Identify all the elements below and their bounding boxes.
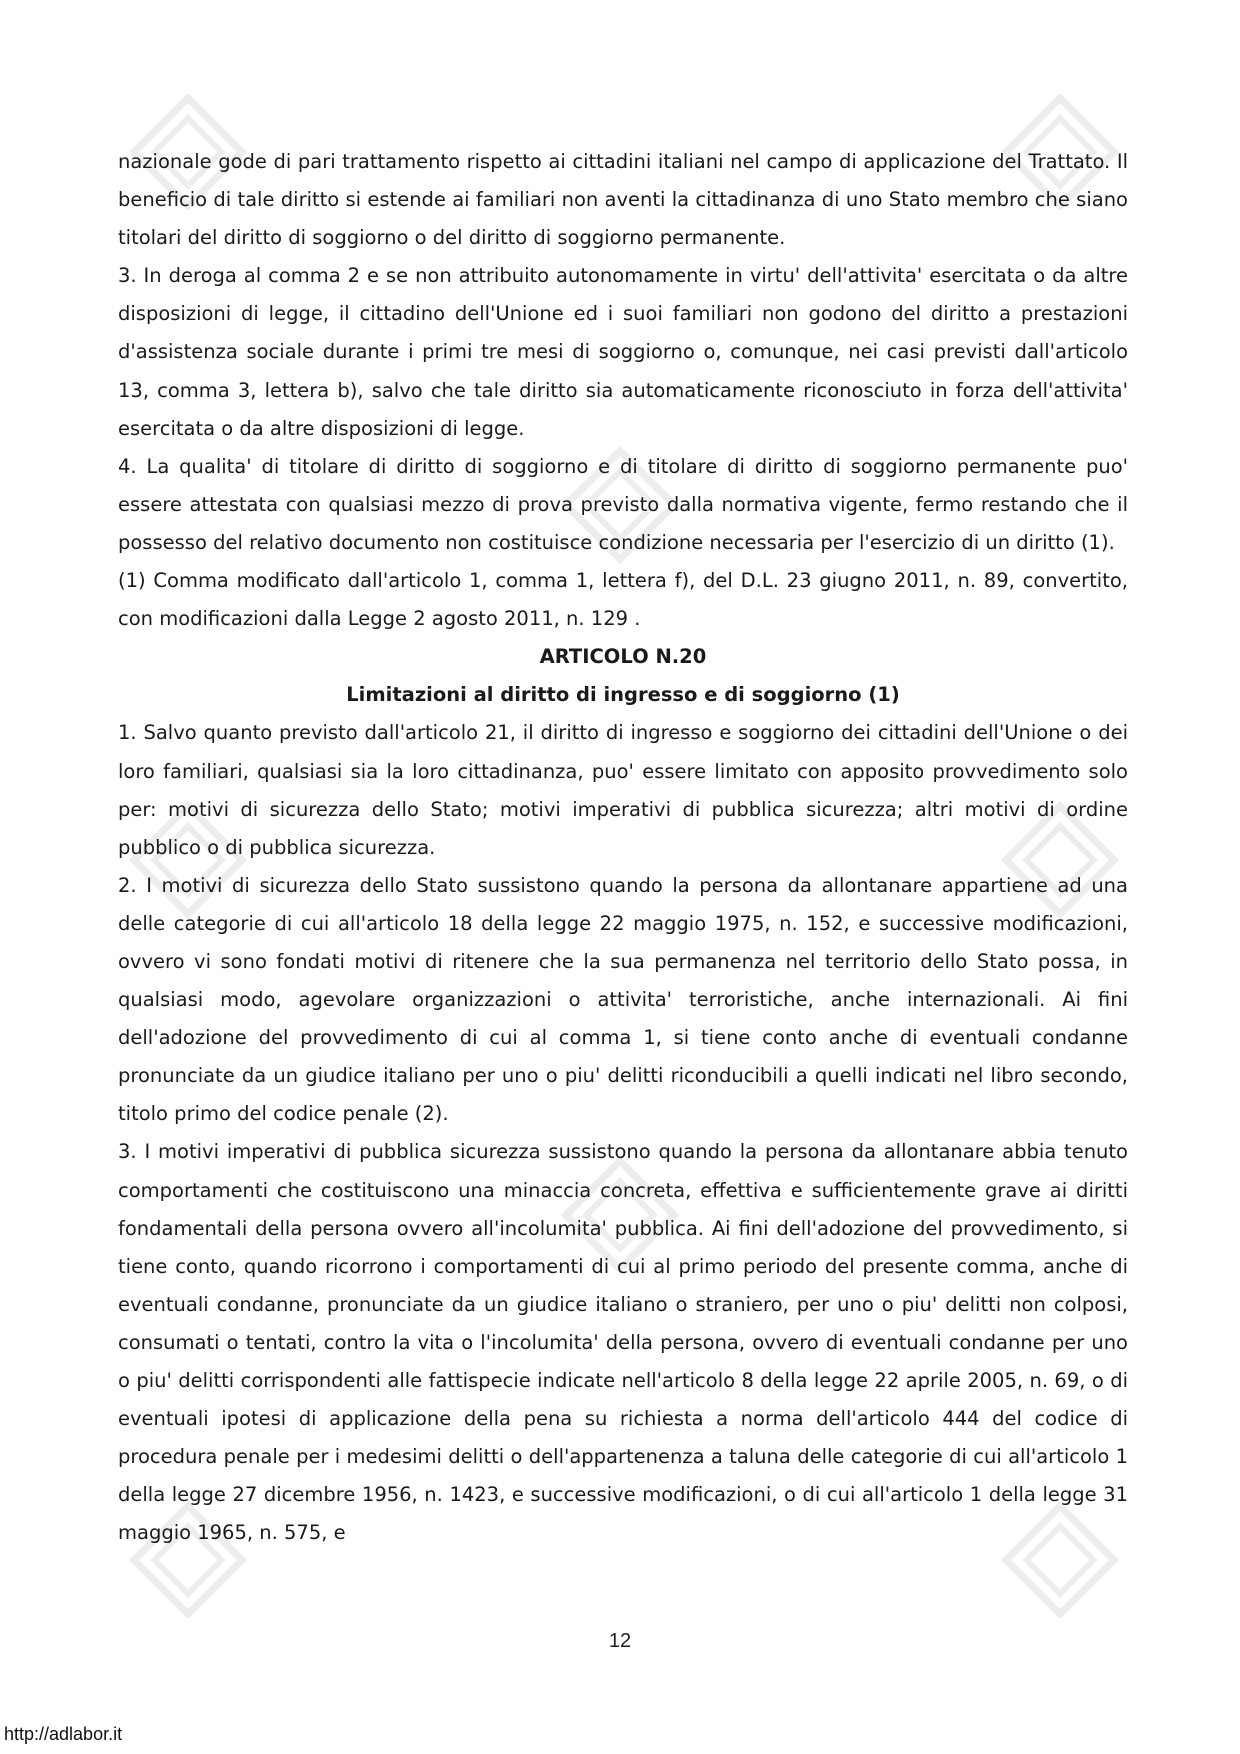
paragraph-continuation: nazionale gode di pari trattamento rispetto ai cittadini italiani nel campo di applicazione del Trattato. Il beneficio di tale diritto si estende ai familiari non aventi la cittadinanza di uno Stato membro che siano titolari del diritto di soggiorno o del diritto di soggiorno permanente. (118, 150, 1128, 250)
document-body (118, 143, 1128, 1552)
article-subtitle: Limitazioni al diritto di ingresso e di soggiorno (1) (346, 683, 900, 707)
paragraph-comma-3: 3. In deroga al comma 2 e se non attribuito autonomamente in virtu' dell'attivita' esercitata o da altre disposizioni di legge, il cittadino dell'Unione ed i suoi familiari non godono del diritto a prestazioni d'assistenza sociale durante i primi tre mesi di soggiorno o, comunque, nei casi previsti dall'articolo 13, comma 3, lettera b), salvo che tale diritto sia automaticamente riconosciuto in forza dell'attivita' esercitata o da altre disposizioni di legge. (118, 264, 1128, 440)
paragraph-art20-comma-2: 2. I motivi di sicurezza dello Stato sussistono quando la persona da allontanare appartiene ad una delle categorie di cui all'articolo 18 della legge 22 maggio 1975, n. 152, e successive modificazioni, ovvero vi sono fondati motivi di ritenere che la sua permanenza nel territorio dello Stato possa, in qualsiasi modo, agevolare organizzazioni o attivita' terroristiche, anche internazionali. Ai fini dell'adozione del provvedimento di cui al comma 1, si tiene conto anche di eventuali condanne pronunciate da un giudice italiano per uno o piu' delitti riconducibili a quelli indicati nel libro secondo, titolo primo del codice penale (2). (118, 873, 1128, 1126)
article-title: ARTICOLO N.20 (539, 645, 707, 669)
footer-url-link[interactable]: http://adlabor.it (4, 1724, 123, 1744)
page-number: 12 (608, 1630, 632, 1652)
paragraph-art20-comma-3: 3. I motivi imperativi di pubblica sicurezza sussistono quando la persona da allontanare abbia tenuto comportamenti che costituiscono una minaccia concreta, effettiva e sufficientemente grave ai diritti fondamentali della persona ovvero all'incolumita' pubblica. Ai fini dell'adozione del provvedimento, si tiene conto, quando ricorrono i comportamenti di cui al primo periodo del presente comma, anche di eventuali condanne, pronunciate da un giudice italiano o straniero, per uno o piu' delitti non colposi, consumati o tentati, contro la vita o l'incolumita' della persona, ovvero di eventuali condanne per uno o piu' delitti corrispondenti alle fattispecie indicate nell'articolo 8 della legge 22 aprile 2005, n. 69, o di eventuali ipotesi di applicazione della pena su richiesta a norma dell'articolo 444 del codice di procedura penale per i medesimi delitti o dell'appartenenza a taluna delle categorie di cui all'articolo 1 della legge 27 dicembre 1956, n. 1423, e successive modificazioni, o di cui all'articolo 1 della legge 31 maggio 1965, n. 575, e (118, 1140, 1128, 1545)
paragraph-comma-4: 4. La qualita' di titolare di diritto di soggiorno e di titolare di diritto di soggiorno permanente puo' essere attestata con qualsiasi mezzo di prova previsto dalla normativa vigente, fermo restando che il possesso del relativo documento non costituisce condizione necessaria per l'esercizio di un diritto (1). (118, 454, 1128, 554)
paragraph-art20-comma-1: 1. Salvo quanto previsto dall'articolo 21, il diritto di ingresso e soggiorno dei cittadini dell'Unione o dei loro familiari, qualsiasi sia la loro cittadinanza, puo' essere limitato con apposito provvedimento solo per: motivi di sicurezza dello Stato; motivi imperativi di pubblica sicurezza; altri motivi di ordine pubblico o di pubblica sicurezza. (118, 721, 1128, 859)
footnote-1: (1) Comma modificato dall'articolo 1, comma 1, lettera f), del D.L. 23 giugno 2011, n. 89, convertito, con modificazioni dalla Legge 2 agosto 2011, n. 129 . (118, 569, 1128, 631)
